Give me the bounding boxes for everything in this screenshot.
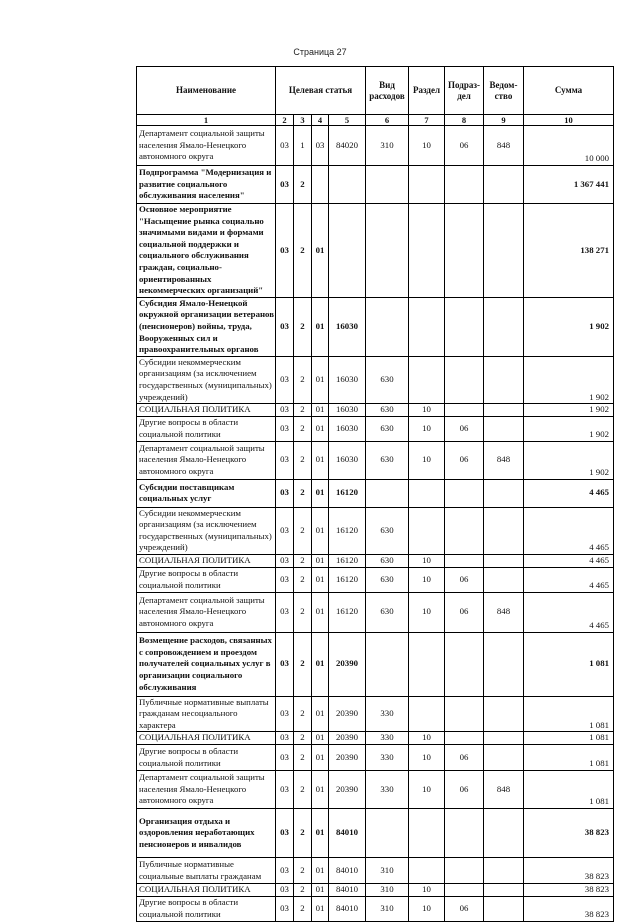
- row-department: [484, 356, 524, 403]
- row-target-program: 03: [276, 126, 294, 166]
- row-target-code: 20390: [329, 771, 366, 809]
- row-target-code: 16120: [329, 555, 366, 568]
- row-target-program: 03: [276, 858, 294, 884]
- table-row: [137, 809, 614, 858]
- row-target-subprogram: 2: [294, 404, 312, 417]
- row-name: СОЦИАЛЬНАЯ ПОЛИТИКА: [137, 555, 276, 568]
- row-section: [409, 204, 445, 298]
- row-department: [484, 632, 524, 696]
- row-expense-type: 630: [366, 567, 409, 592]
- row-subsection: 06: [445, 592, 484, 632]
- row-subsection: [445, 404, 484, 417]
- row-expense-type: [366, 166, 409, 204]
- row-name: Другие вопросы в области социальной политики: [137, 416, 276, 441]
- row-target-activity: 01: [312, 632, 329, 696]
- row-expense-type: 330: [366, 732, 409, 745]
- col-number: 5: [329, 115, 366, 126]
- table-row: [137, 204, 614, 298]
- row-target-program: 03: [276, 567, 294, 592]
- row-section: 10: [409, 771, 445, 809]
- table-row: [137, 555, 614, 568]
- table-row: [137, 416, 614, 441]
- row-target-program: 03: [276, 732, 294, 745]
- row-department: [484, 204, 524, 298]
- row-name: Публичные нормативные выплаты гражданам несоциального характера: [137, 696, 276, 732]
- row-department: [484, 297, 524, 356]
- row-target-activity: 01: [312, 592, 329, 632]
- row-expense-type: 310: [366, 896, 409, 921]
- row-target-code: 84020: [329, 126, 366, 166]
- row-subsection: [445, 479, 484, 507]
- row-target-program: 03: [276, 896, 294, 921]
- row-target-code: 20390: [329, 632, 366, 696]
- table-row: [137, 297, 614, 356]
- row-amount: 38 823: [524, 858, 614, 884]
- row-expense-type: 630: [366, 555, 409, 568]
- row-target-program: 03: [276, 771, 294, 809]
- row-target-activity: 01: [312, 416, 329, 441]
- row-section: [409, 696, 445, 732]
- row-name: Другие вопросы в области социальной политики: [137, 567, 276, 592]
- row-subsection: 06: [445, 896, 484, 921]
- row-target-activity: 01: [312, 858, 329, 884]
- row-target-subprogram: 2: [294, 696, 312, 732]
- row-target-code: 16030: [329, 441, 366, 479]
- row-target-code: 16120: [329, 507, 366, 554]
- col-number: 9: [484, 115, 524, 126]
- row-amount: 1 081: [524, 632, 614, 696]
- row-expense-type: 630: [366, 507, 409, 554]
- col-number: 4: [312, 115, 329, 126]
- col-header-name: Наименование: [137, 67, 276, 115]
- row-target-subprogram: 2: [294, 745, 312, 771]
- col-number: 2: [276, 115, 294, 126]
- row-amount: 1 081: [524, 696, 614, 732]
- row-target-program: 03: [276, 479, 294, 507]
- row-amount: 1 081: [524, 771, 614, 809]
- row-target-activity: 01: [312, 567, 329, 592]
- row-subsection: 06: [445, 745, 484, 771]
- row-target-code: 20390: [329, 732, 366, 745]
- row-target-program: 03: [276, 884, 294, 897]
- row-target-subprogram: 2: [294, 567, 312, 592]
- row-name: Другие вопросы в области социальной политики: [137, 745, 276, 771]
- table-row: [137, 858, 614, 884]
- table-row: [137, 567, 614, 592]
- row-subsection: [445, 204, 484, 298]
- row-subsection: [445, 632, 484, 696]
- row-name: Другие вопросы в области социальной политики: [137, 896, 276, 921]
- row-target-activity: 01: [312, 507, 329, 554]
- row-section: 10: [409, 126, 445, 166]
- row-section: [409, 858, 445, 884]
- row-subsection: 06: [445, 441, 484, 479]
- row-expense-type: 330: [366, 696, 409, 732]
- row-expense-type: 630: [366, 441, 409, 479]
- row-target-program: 03: [276, 592, 294, 632]
- row-expense-type: [366, 632, 409, 696]
- row-amount: 38 823: [524, 896, 614, 921]
- row-target-code: 16030: [329, 404, 366, 417]
- row-section: 10: [409, 745, 445, 771]
- row-expense-type: 330: [366, 771, 409, 809]
- row-section: 10: [409, 555, 445, 568]
- header-row: [137, 67, 614, 115]
- row-target-activity: 01: [312, 555, 329, 568]
- row-target-subprogram: 2: [294, 858, 312, 884]
- row-target-activity: 01: [312, 441, 329, 479]
- row-section: [409, 166, 445, 204]
- row-target-program: 03: [276, 404, 294, 417]
- row-subsection: [445, 297, 484, 356]
- row-expense-type: 330: [366, 745, 409, 771]
- row-subsection: [445, 696, 484, 732]
- row-target-code: 20390: [329, 745, 366, 771]
- table-row: [137, 732, 614, 745]
- row-name: СОЦИАЛЬНАЯ ПОЛИТИКА: [137, 404, 276, 417]
- row-amount: 1 081: [524, 745, 614, 771]
- row-target-program: 03: [276, 441, 294, 479]
- row-target-activity: 01: [312, 809, 329, 858]
- row-target-program: 03: [276, 696, 294, 732]
- row-section: 10: [409, 441, 445, 479]
- col-header-amount: Сумма: [524, 67, 614, 115]
- table-row: [137, 356, 614, 403]
- row-target-program: 03: [276, 204, 294, 298]
- row-amount: 4 465: [524, 507, 614, 554]
- col-header-section: Раздел: [409, 67, 445, 115]
- row-subsection: 06: [445, 567, 484, 592]
- row-target-subprogram: 2: [294, 204, 312, 298]
- row-target-subprogram: 2: [294, 732, 312, 745]
- row-target-subprogram: 2: [294, 479, 312, 507]
- row-amount: 1 902: [524, 356, 614, 403]
- col-number: 7: [409, 115, 445, 126]
- row-expense-type: 310: [366, 126, 409, 166]
- row-name: Субсидии поставщикам социальных услуг: [137, 479, 276, 507]
- row-expense-type: 630: [366, 404, 409, 417]
- row-target-program: 03: [276, 745, 294, 771]
- row-name: Субсидии некоммерческим организациям (за исключением государственных (муниципальных) учреждений): [137, 507, 276, 554]
- row-target-subprogram: 2: [294, 441, 312, 479]
- row-target-activity: 01: [312, 771, 329, 809]
- row-department: 848: [484, 441, 524, 479]
- row-name: Основное мероприятие "Насыщение рынка социально значимыми видами и формами социальной поддержки и социального обслуживания граждан, социально-ориентированных некоммерческих организаций": [137, 204, 276, 298]
- col-header-subsection: Подраз-дел: [445, 67, 484, 115]
- col-number: 8: [445, 115, 484, 126]
- row-target-subprogram: 2: [294, 896, 312, 921]
- col-header-type: Вид расходов: [366, 67, 409, 115]
- row-target-subprogram: 2: [294, 297, 312, 356]
- table-row: [137, 126, 614, 166]
- row-target-activity: 01: [312, 479, 329, 507]
- row-target-program: 03: [276, 632, 294, 696]
- row-section: [409, 356, 445, 403]
- table-row: [137, 166, 614, 204]
- row-amount: 1 902: [524, 416, 614, 441]
- row-name: Организация отдыха и оздоровления неработающих пенсионеров и инвалидов: [137, 809, 276, 858]
- row-department: [484, 555, 524, 568]
- row-section: 10: [409, 592, 445, 632]
- row-target-subprogram: 2: [294, 166, 312, 204]
- row-department: [484, 416, 524, 441]
- row-subsection: [445, 507, 484, 554]
- row-subsection: [445, 809, 484, 858]
- row-target-activity: 01: [312, 745, 329, 771]
- table-row: [137, 896, 614, 921]
- row-department: [484, 404, 524, 417]
- row-target-code: 16030: [329, 297, 366, 356]
- row-expense-type: 630: [366, 592, 409, 632]
- row-target-program: 03: [276, 166, 294, 204]
- row-department: 848: [484, 592, 524, 632]
- row-amount: 4 465: [524, 555, 614, 568]
- row-target-code: [329, 166, 366, 204]
- row-target-code: 16030: [329, 416, 366, 441]
- row-section: 10: [409, 884, 445, 897]
- row-name: Департамент социальной защиты населения Ямало-Ненецкого автономного округа: [137, 771, 276, 809]
- row-expense-type: 310: [366, 884, 409, 897]
- row-target-activity: 01: [312, 896, 329, 921]
- row-subsection: [445, 356, 484, 403]
- row-department: [484, 567, 524, 592]
- row-subsection: [445, 732, 484, 745]
- row-department: [484, 896, 524, 921]
- table-row: [137, 479, 614, 507]
- row-expense-type: [366, 809, 409, 858]
- row-target-code: 84010: [329, 896, 366, 921]
- row-department: 848: [484, 126, 524, 166]
- row-subsection: 06: [445, 126, 484, 166]
- row-expense-type: [366, 204, 409, 298]
- row-target-activity: 01: [312, 356, 329, 403]
- row-target-activity: 03: [312, 126, 329, 166]
- row-expense-type: 630: [366, 356, 409, 403]
- row-target-subprogram: 1: [294, 126, 312, 166]
- row-target-code: [329, 204, 366, 298]
- row-target-activity: 01: [312, 732, 329, 745]
- col-number: 1: [137, 115, 276, 126]
- row-department: 848: [484, 771, 524, 809]
- col-header-target: Целевая статья: [276, 67, 366, 115]
- table-row: [137, 632, 614, 696]
- row-expense-type: 310: [366, 858, 409, 884]
- row-target-activity: 01: [312, 297, 329, 356]
- row-department: [484, 696, 524, 732]
- row-target-code: 84010: [329, 809, 366, 858]
- row-department: [484, 858, 524, 884]
- row-name: Возмещение расходов, связанных с сопровождением и проездом получателей социальных услуг в организации социального обслуживания: [137, 632, 276, 696]
- row-amount: 10 000: [524, 126, 614, 166]
- row-target-activity: 01: [312, 884, 329, 897]
- row-target-code: 84010: [329, 884, 366, 897]
- table-row: [137, 441, 614, 479]
- row-target-code: 16120: [329, 479, 366, 507]
- row-name: Департамент социальной защиты населения Ямало-Ненецкого автономного округа: [137, 441, 276, 479]
- column-number-row: [137, 115, 614, 126]
- row-amount: 38 823: [524, 809, 614, 858]
- row-amount: 1 902: [524, 404, 614, 417]
- row-amount: 4 465: [524, 567, 614, 592]
- row-name: Подпрограмма "Модернизация и развитие социального обслуживания населения": [137, 166, 276, 204]
- row-amount: 4 465: [524, 479, 614, 507]
- row-expense-type: [366, 479, 409, 507]
- row-name: Субсидии некоммерческим организациям (за исключением государственных (муниципальных) учреждений): [137, 356, 276, 403]
- row-amount: 1 902: [524, 297, 614, 356]
- row-subsection: 06: [445, 416, 484, 441]
- row-department: [484, 745, 524, 771]
- table-row: [137, 404, 614, 417]
- row-target-subprogram: 2: [294, 507, 312, 554]
- row-amount: 1 902: [524, 441, 614, 479]
- row-target-subprogram: 2: [294, 632, 312, 696]
- col-number: 6: [366, 115, 409, 126]
- row-section: 10: [409, 732, 445, 745]
- row-section: [409, 507, 445, 554]
- row-target-program: 03: [276, 356, 294, 403]
- page-number: Страница 27: [293, 47, 347, 57]
- row-section: [409, 809, 445, 858]
- row-amount: 4 465: [524, 592, 614, 632]
- col-number: 10: [524, 115, 614, 126]
- row-department: [484, 507, 524, 554]
- row-target-code: 16120: [329, 567, 366, 592]
- row-section: 10: [409, 896, 445, 921]
- row-amount: 1 081: [524, 732, 614, 745]
- row-name: Департамент социальной защиты населения Ямало-Ненецкого автономного округа: [137, 126, 276, 166]
- row-amount: 38 823: [524, 884, 614, 897]
- row-section: 10: [409, 567, 445, 592]
- table-row: [137, 592, 614, 632]
- row-department: [484, 884, 524, 897]
- row-target-subprogram: 2: [294, 771, 312, 809]
- table-row: [137, 745, 614, 771]
- table-row: [137, 507, 614, 554]
- row-section: [409, 479, 445, 507]
- row-target-subprogram: 2: [294, 416, 312, 441]
- row-name: Публичные нормативные социальные выплаты гражданам: [137, 858, 276, 884]
- row-target-program: 03: [276, 809, 294, 858]
- row-target-subprogram: 2: [294, 555, 312, 568]
- row-section: 10: [409, 404, 445, 417]
- row-expense-type: [366, 297, 409, 356]
- table-row: [137, 884, 614, 897]
- table-body: [137, 126, 614, 922]
- row-subsection: [445, 555, 484, 568]
- row-department: [484, 479, 524, 507]
- row-target-subprogram: 2: [294, 592, 312, 632]
- row-target-activity: [312, 166, 329, 204]
- row-target-subprogram: 2: [294, 884, 312, 897]
- row-subsection: 06: [445, 771, 484, 809]
- row-name: СОЦИАЛЬНАЯ ПОЛИТИКА: [137, 884, 276, 897]
- col-header-department: Ведом-ство: [484, 67, 524, 115]
- row-subsection: [445, 166, 484, 204]
- row-subsection: [445, 858, 484, 884]
- row-name: СОЦИАЛЬНАЯ ПОЛИТИКА: [137, 732, 276, 745]
- table-row: [137, 696, 614, 732]
- row-target-code: 16030: [329, 356, 366, 403]
- row-target-program: 03: [276, 555, 294, 568]
- row-target-activity: 01: [312, 696, 329, 732]
- row-name: Департамент социальной защиты населения Ямало-Ненецкого автономного округа: [137, 592, 276, 632]
- row-section: [409, 297, 445, 356]
- row-target-program: 03: [276, 297, 294, 356]
- row-target-subprogram: 2: [294, 809, 312, 858]
- row-department: [484, 809, 524, 858]
- row-name: Субсидия Ямало-Ненецкой окружной организации ветеранов (пенсионеров) войны, труда, Вооруженных сил и правоохранительных органов: [137, 297, 276, 356]
- row-department: [484, 732, 524, 745]
- row-target-program: 03: [276, 507, 294, 554]
- row-amount: 1 367 441: [524, 166, 614, 204]
- row-target-code: 84010: [329, 858, 366, 884]
- row-target-activity: 01: [312, 204, 329, 298]
- table-row: [137, 771, 614, 809]
- row-target-code: 20390: [329, 696, 366, 732]
- row-target-activity: 01: [312, 404, 329, 417]
- row-subsection: [445, 884, 484, 897]
- row-department: [484, 166, 524, 204]
- row-section: [409, 632, 445, 696]
- row-target-subprogram: 2: [294, 356, 312, 403]
- row-target-program: 03: [276, 416, 294, 441]
- row-amount: 138 271: [524, 204, 614, 298]
- row-expense-type: 630: [366, 416, 409, 441]
- row-section: 10: [409, 416, 445, 441]
- row-target-code: 16120: [329, 592, 366, 632]
- col-number: 3: [294, 115, 312, 126]
- budget-table: [136, 66, 614, 922]
